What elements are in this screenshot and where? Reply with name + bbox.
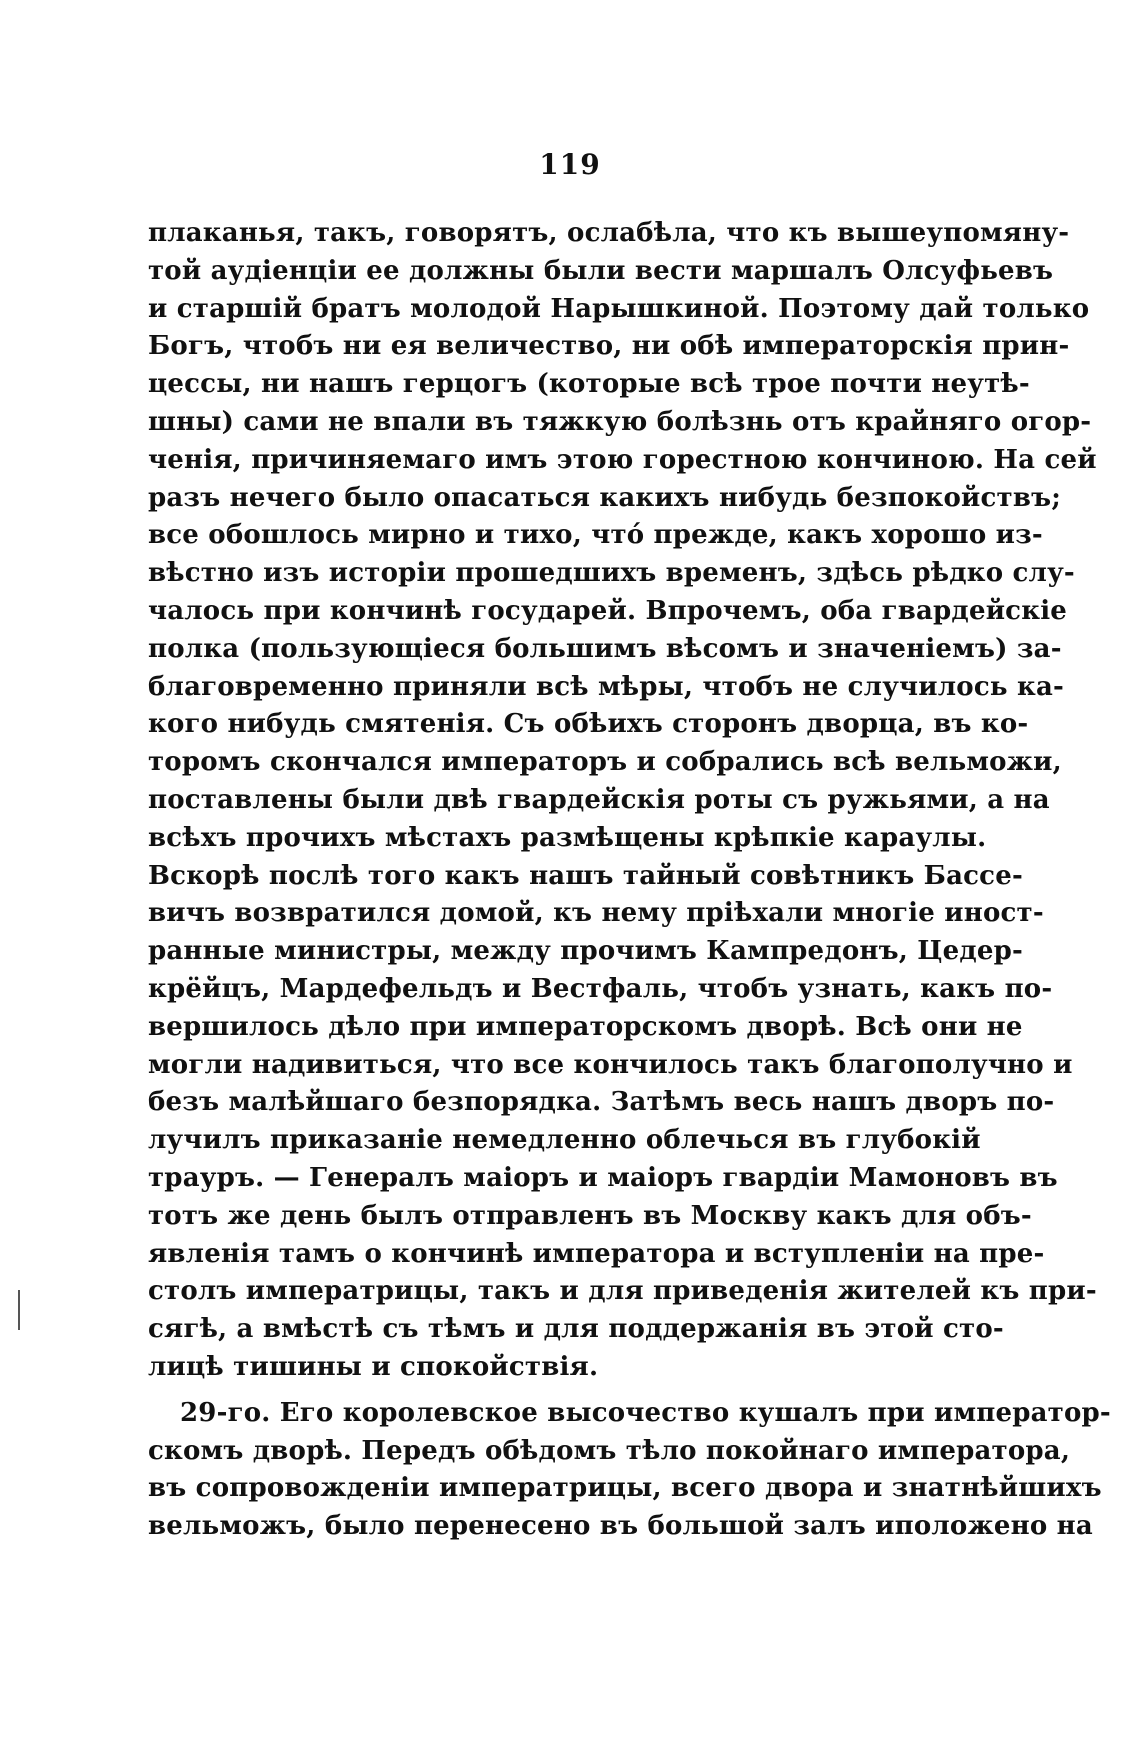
text-line: ченія, причиняемаго имъ этою горестною кончиною. На сей [148,444,1097,475]
text-line: тотъ же день былъ отправленъ въ Москву какъ для объ- [148,1200,1032,1231]
margin-mark [18,1290,20,1330]
text-line: цессы, ни нашъ герцогъ (которые всѣ трое почти неутѣ- [148,369,1030,400]
text-line: столъ императрицы, такъ и для приведенія жителей къ при- [148,1276,1097,1307]
text-line: вельможъ, было перенесено въ большой залъ иположено на [148,1511,1093,1542]
text-line: въ сопровожденіи императрицы, всего двора и знатнѣйшихъ [148,1473,1102,1504]
text-line: крёйцъ, Мардефельдъ и Вестфаль, чтобъ узнать, какъ по- [148,973,1053,1004]
text-line: все обошлось мирно и тихо, чтó прежде, какъ хорошо из- [148,520,1043,551]
text-line: могли надивиться, что все кончилось такъ благополучно и [148,1049,1073,1080]
text-line: трауръ. — Генералъ маіоръ и маіоръ гвардіи Мамоновъ въ [148,1162,1058,1193]
body-text [148,215,1111,1546]
text-line: лучилъ приказаніе немедленно облечься въ глубокій [148,1125,981,1156]
text-line: явленія тамъ о кончинѣ императора и вступленіи на пре- [148,1238,1045,1269]
text-line: лицѣ тишины и спокойствія. [148,1351,599,1382]
text-line: полка (пользующіеся большимъ вѣсомъ и значеніемъ) за- [148,633,1062,664]
text-line: всѣхъ прочихъ мѣстахъ размѣщены крѣпкіе караулы. [148,822,987,853]
text-line: кого нибудь смятенія. Съ обѣихъ сторонъ дворца, въ ко- [148,709,1029,740]
text-line: и старшій братъ молодой Нарышкиной. Поэтому дай только [148,293,1090,324]
text-line: разъ нечего было опасаться какихъ нибудь безпокойствъ; [148,482,1062,513]
text-line: вѣстно изъ исторіи прошедшихъ временъ, здѣсь рѣдко слу- [148,558,1075,589]
text-line: сягѣ, а вмѣстѣ съ тѣмъ и для поддержанія въ этой сто- [148,1314,1004,1345]
text-line: плаканья, такъ, говорятъ, ослабѣла, что къ вышеупомяну- [148,218,1070,248]
text-line: безъ малѣйшаго безпорядка. Затѣмъ весь нашъ дворъ по- [148,1087,1055,1118]
text-line: поставлены были двѣ гвардейскія роты съ ружьями, а на [148,784,1050,815]
text-line: Вскорѣ послѣ того какъ нашъ тайный совѣтникъ Бассе- [148,860,1023,891]
text-line: 29-го. Его королевское высочество кушалъ при император- [180,1397,1111,1428]
text-line: скомъ дворѣ. Передъ обѣдомъ тѣло покойнаго императора, [148,1435,1071,1466]
text-line: ранные министры, между прочимъ Кампредонъ, Цедер- [148,936,1023,967]
text-line: торомъ скончался императоръ и собрались всѣ вельможи, [148,747,1062,778]
text-line: чалось при кончинѣ государей. Впрочемъ, оба гвардейскіе [148,595,1068,626]
page-number: 119 [539,148,601,181]
text-line: вершилось дѣло при императорскомъ дворѣ. Всѣ они не [148,1011,1023,1042]
text-line: благовременно приняли всѣ мѣры, чтобъ не случилось ка- [148,671,1064,702]
text-line: шны) сами не впали въ тяжкую болѣзнь отъ крайняго огор- [148,406,1092,437]
text-line: той аудіенціи ее должны были вести маршалъ Олсуфьевъ [148,255,1054,286]
text-line: вичъ возвратился домой, къ нему пріѣхали многіе иност- [148,898,1044,929]
text-line: Богъ, чтобъ ни ея величество, ни обѣ императорскія прин- [148,331,1070,362]
